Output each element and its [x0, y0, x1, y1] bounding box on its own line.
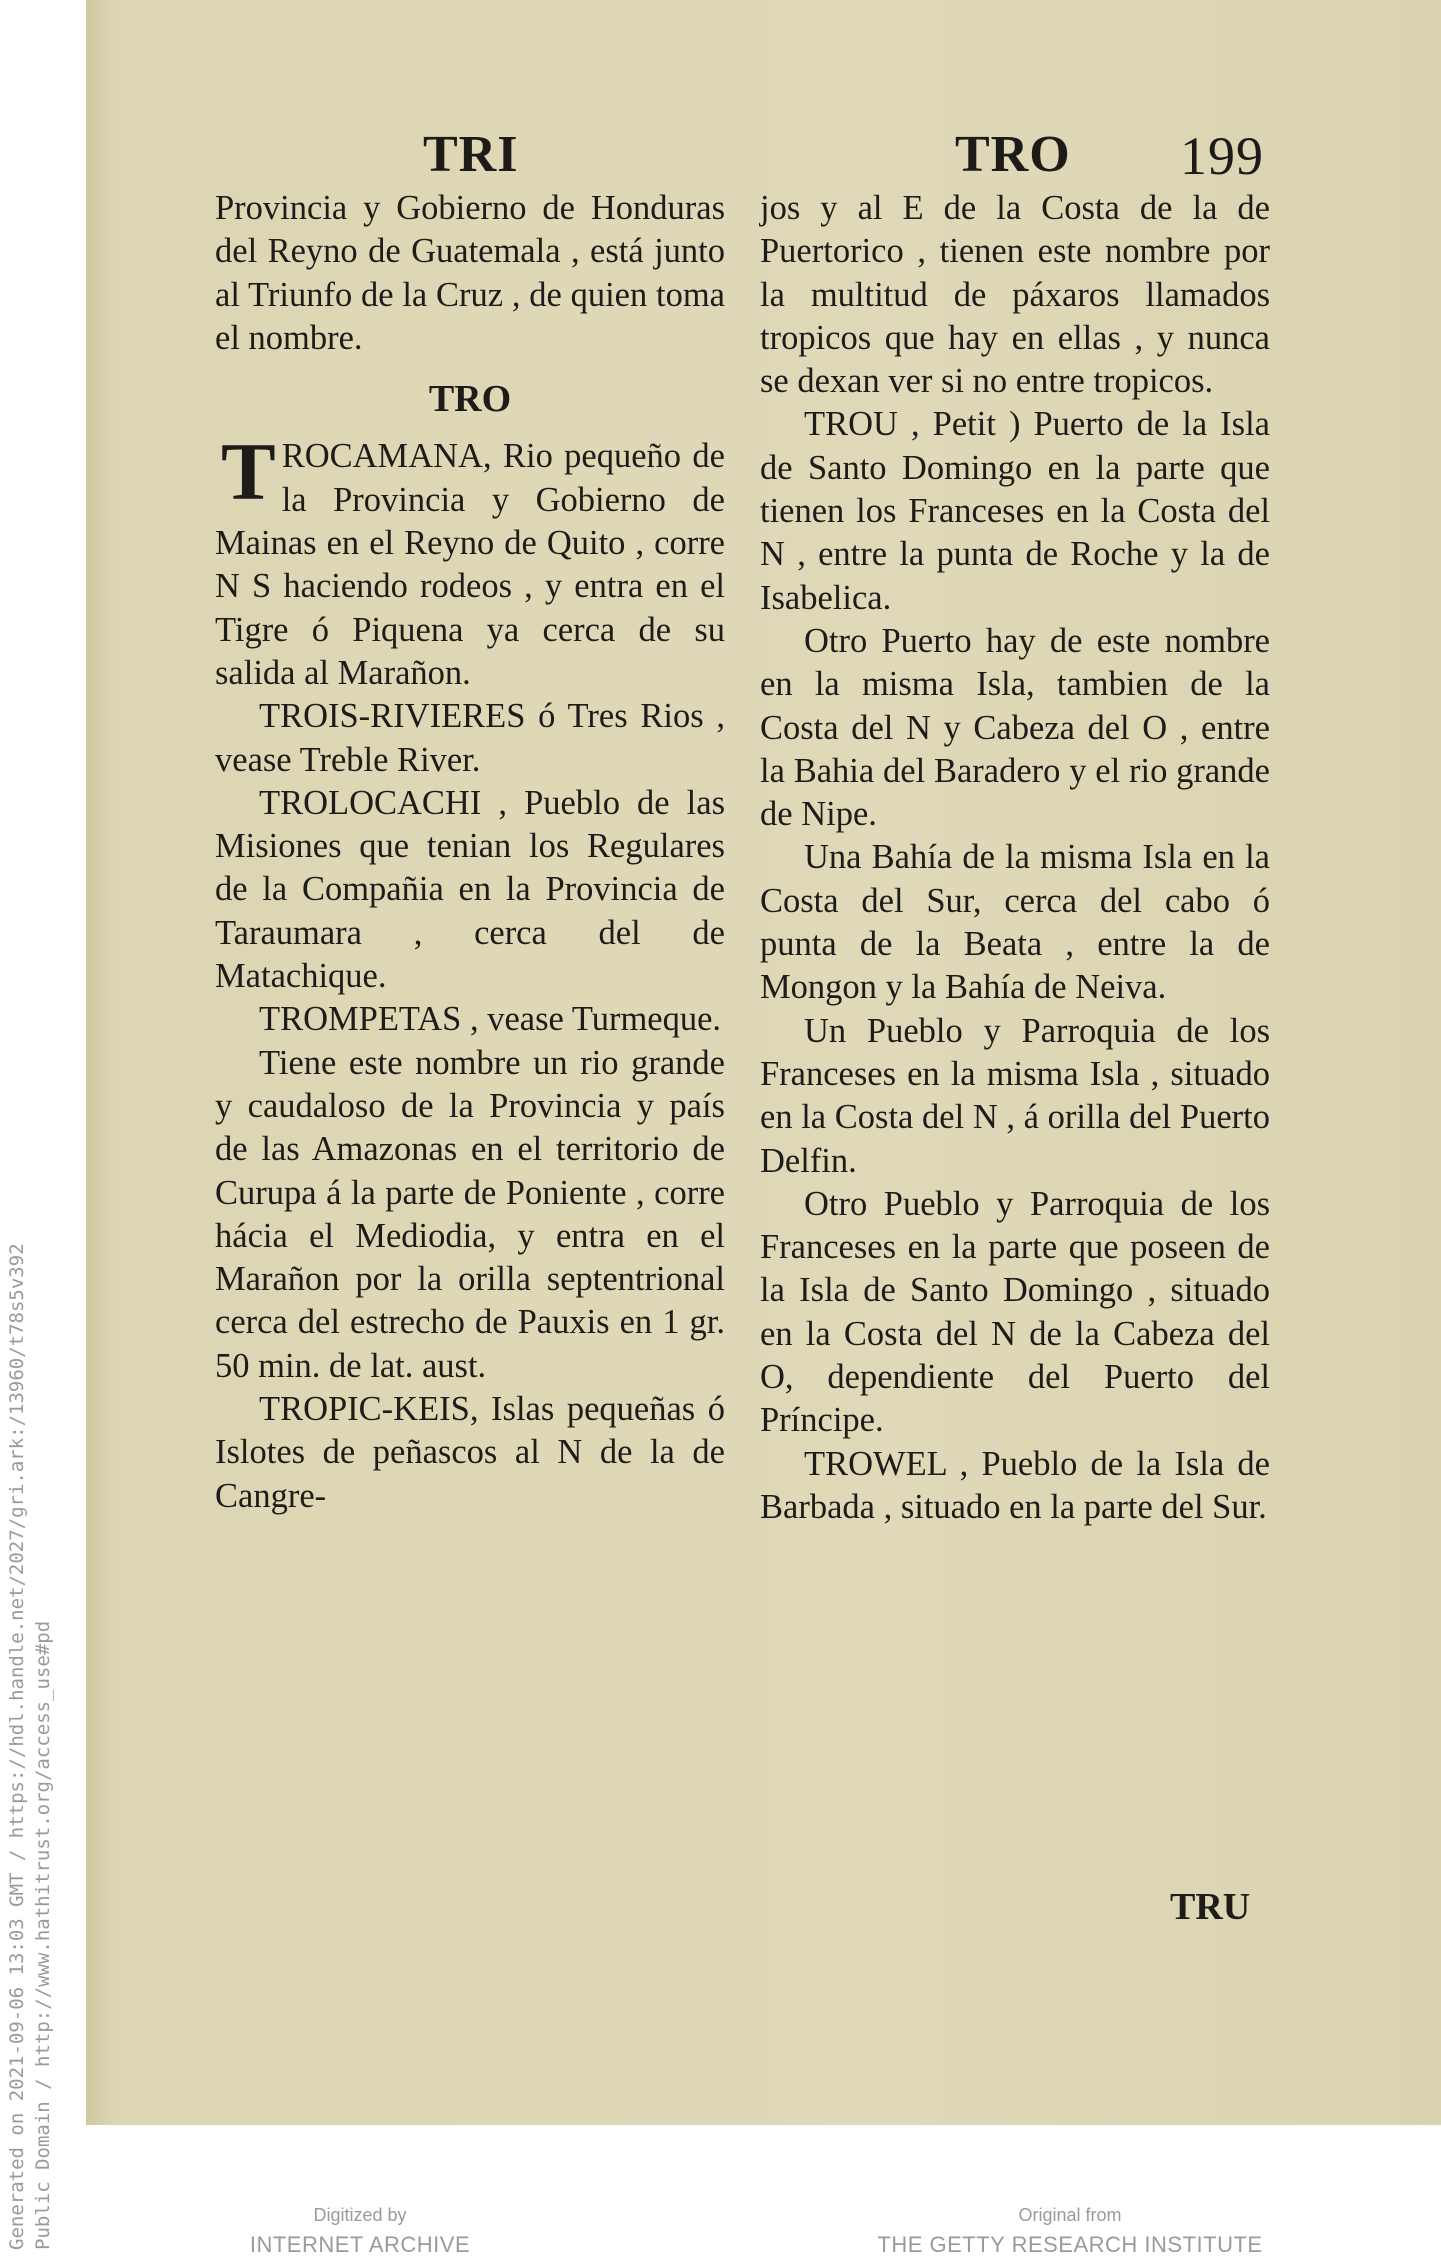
margin-stamp-line1: Generated on 2021-09-06 13:03 GMT / https://hdl.handle.net/2027/gri.ark:/13960/t78s5v392 [6, 1243, 28, 2250]
paragraph: TROMPETAS , vease Turmeque. [259, 1000, 722, 1039]
paragraph: TROU , Petit ) Puerto de la Isla de Santo Domingo en la parte que tienen los Franceses en la Costa del N , entre la punta de Roche y la de Isabelica. [760, 405, 1270, 617]
paragraph: TROIS-RIVIERES ó Tres Rios , vease Treble River. [215, 697, 725, 779]
paragraph: TROWEL , Pueblo de la Isla de Barbada , situado en la parte del Sur. [760, 1444, 1270, 1526]
paragraph: Tiene este nombre un rio grande y caudaloso de la Provincia y país de las Amazonas en el territorio de Curupa á la parte de Poniente , corre hácia el Mediodia, y entra en el Marañon por la orilla septentrional cerca del estrecho de Pauxis en 1 gr. 50 min. de lat. aust. [215, 1043, 725, 1385]
paragraph: TROLOCACHI , Pueblo de las Misiones que tenian los Regulares de la Compañia en la Provincia de Taraumara , cerca del de Matachique. [215, 783, 725, 996]
footer-original-from [870, 2205, 1270, 2258]
page-number: 199 [1180, 126, 1264, 186]
paragraph-trocamana [215, 426, 725, 695]
margin-stamp-line2: Public Domain / http://www.hathitrust.org/access_use#pd [32, 1620, 54, 2250]
paragraph: TROPIC-KEIS, Islas pequeñas ó Islotes de peñascos al N de la de Cangre- [215, 1390, 725, 1515]
paragraph: Provincia y Gobierno de Honduras del Reyno de Guatemala , está junto al Triunfo de la Cruz , de quien toma el nombre. [215, 189, 725, 357]
footer-label: Original from [1018, 2205, 1122, 2225]
margin-stamp [0, 1100, 60, 2250]
catchword: TRU [1170, 1886, 1251, 1928]
section-title: TRO [428, 378, 512, 421]
running-head-left: TRI [423, 126, 519, 183]
dropcap: T [221, 426, 276, 518]
footer-source: INTERNET ARCHIVE [249, 2232, 471, 2257]
paragraph: Otro Pueblo y Parroquia de los Franceses en la parte que poseen de la Isla de Santo Domingo , situado en la Costa del N de la Cabeza del O, dependiente del Puerto del Príncipe. [760, 1184, 1270, 1440]
paragraph-text: ROCAMANA, Rio pequeño de la Provincia y Gobierno de Mainas en el Reyno de Quito , corre N S haciendo rodeos , y entra en el Tigre ó Piquena ya cerca de su salida al Marañon. [215, 437, 725, 692]
footer-digitized-by [220, 2205, 500, 2258]
left-column [215, 187, 725, 1518]
right-column [760, 187, 1270, 1529]
paragraph: Otro Puerto hay de este nombre en la misma Isla, tambien de la Costa del N y Cabeza del O , entre la Bahia del Baradero y el rio grande de Nipe. [760, 621, 1270, 834]
footer-source: THE GETTY RESEARCH INSTITUTE [877, 2232, 1263, 2257]
running-head-right: TRO [955, 126, 1071, 183]
paragraph: Una Bahía de la misma Isla en la Costa del Sur, cerca del cabo ó punta de la Beata , entre la de Mongon y la Bahía de Neiva. [760, 838, 1270, 1007]
paragraph: Un Pueblo y Parroquia de los Franceses en la misma Isla , situado en la Costa del N , á orilla del Puerto Delfin. [760, 1011, 1270, 1180]
paragraph: jos y al E de la Costa de la de Puertorico , tienen este nombre por la multitud de páxaros llamados tropicos que hay en ellas , y nunca se dexan ver si no entre tropicos. [760, 189, 1270, 401]
footer-label: Digitized by [313, 2205, 407, 2225]
